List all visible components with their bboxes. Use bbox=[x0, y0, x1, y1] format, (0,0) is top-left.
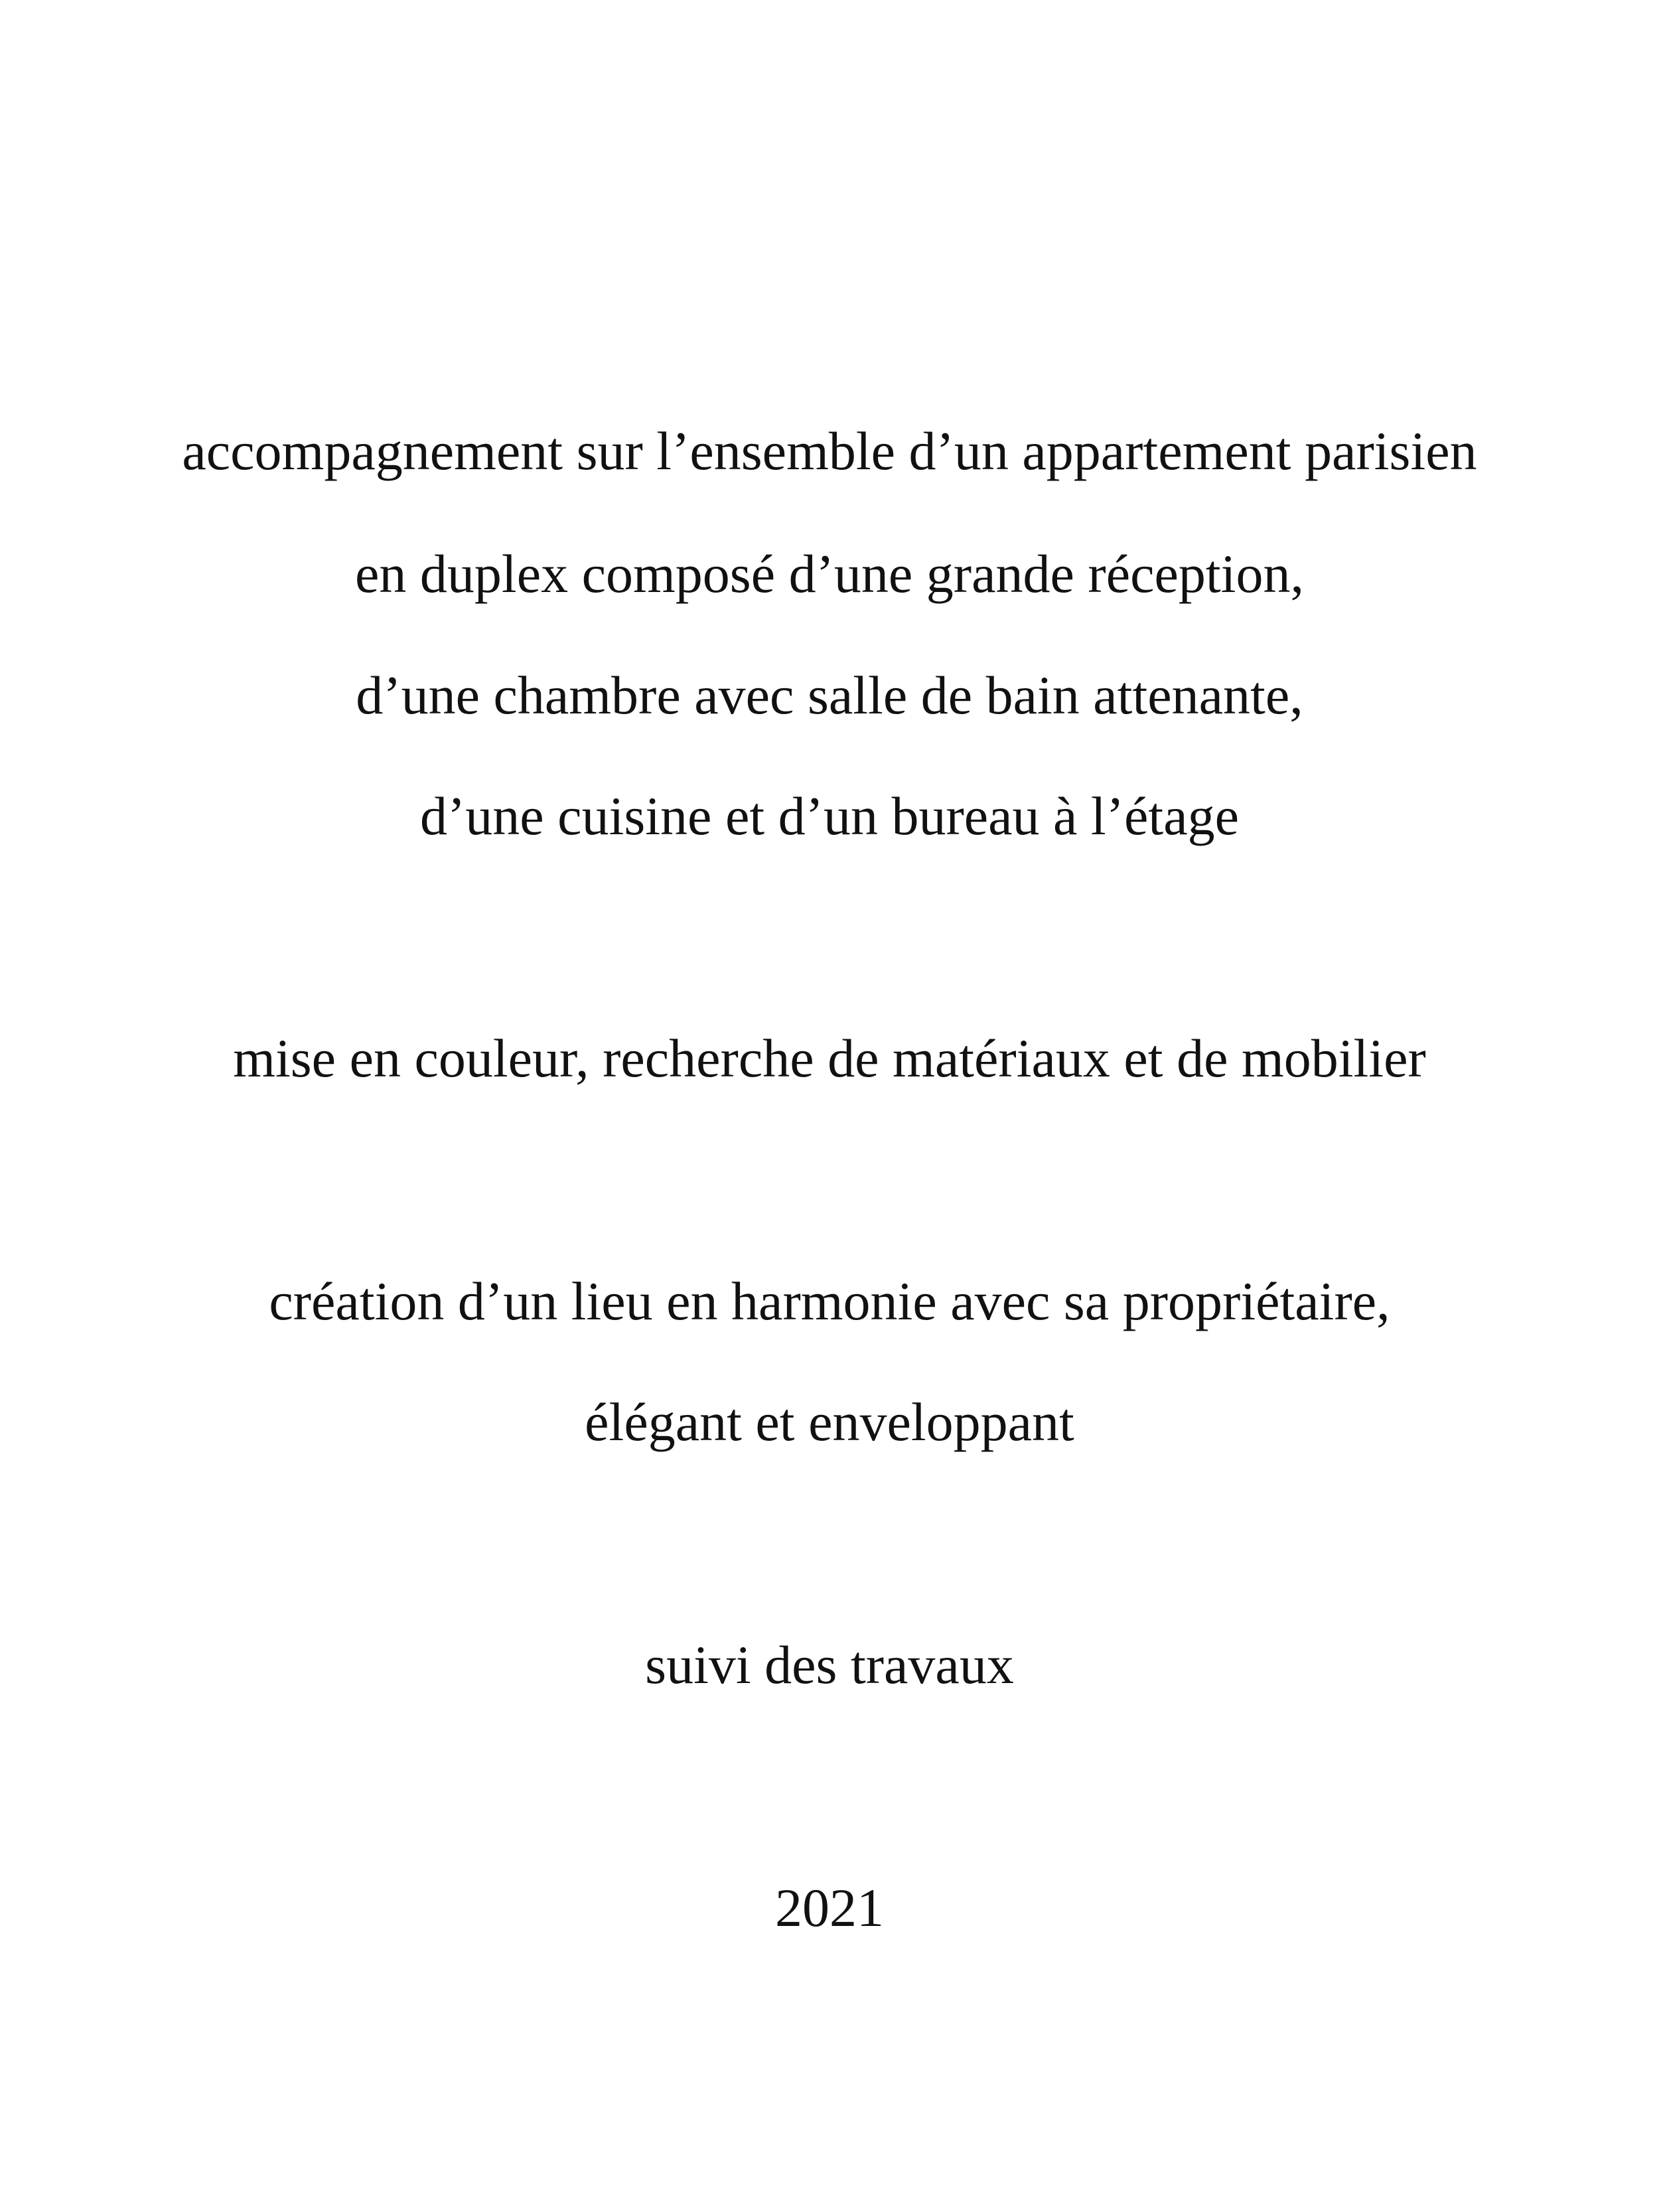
description-line-1: accompagnement sur l’ensemble d’un appartement parisien bbox=[182, 421, 1477, 481]
description-line-4: d’une cuisine et d’un bureau à l’étage bbox=[419, 786, 1239, 846]
colors-materials-line: mise en couleur, recherche de matériaux et de mobilier bbox=[233, 1028, 1426, 1088]
creation-line-2: élégant et enveloppant bbox=[585, 1392, 1074, 1452]
description-line-2: en duplex composé d’une grande réception, bbox=[355, 544, 1304, 604]
followup-line: suivi des travaux bbox=[645, 1635, 1014, 1695]
description-line-3: d’une chambre avec salle de bain attenante, bbox=[356, 665, 1303, 725]
year: 2021 bbox=[775, 1878, 884, 1938]
creation-line-1: création d’un lieu en harmonie avec sa propriétaire, bbox=[269, 1271, 1390, 1331]
